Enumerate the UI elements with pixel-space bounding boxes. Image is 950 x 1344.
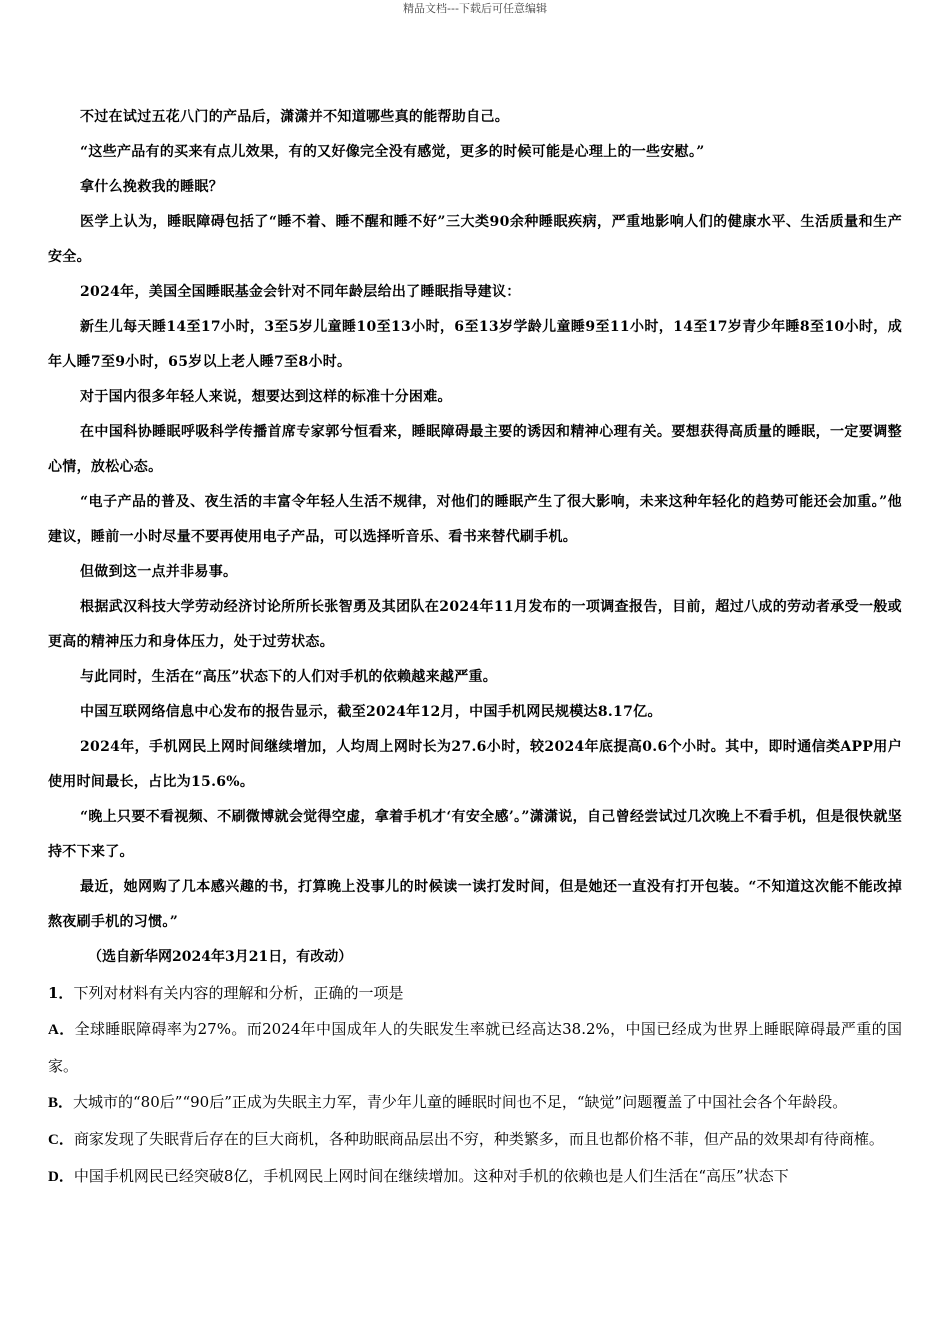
article-paragraph: 拿什么挽救我的睡眠？ <box>80 179 223 195</box>
article-paragraph: 但做到这一点并非易事。 <box>80 564 238 580</box>
question-stem <box>48 975 902 1011</box>
article-source: （选自新华网2024年3月21日，有改动） <box>88 949 353 965</box>
option-letter: A． <box>48 1022 75 1038</box>
option-d[interactable] <box>48 1158 902 1195</box>
option-b[interactable] <box>48 1084 902 1121</box>
question-text: 下列对材料有关内容的理解和分析，正确的一项是 <box>73 984 404 1002</box>
article-paragraph: 在中国科协睡眠呼吸科学传播首席专家郭兮恒看来，睡眠障碍最主要的诱因和精神心理有关。要想获得高质量的睡眠，一定要调整心情，放松心态。 <box>48 424 902 475</box>
article-paragraph: 对于国内很多年轻人来说，想要达到这样的标准十分困难。 <box>80 389 452 405</box>
option-text: 商家发现了失眠背后存在的巨大商机，各种助眠商品层出不穷，种类繁多，而且也都价格不菲，但产品的效果却有待商榷。 <box>73 1130 884 1148</box>
article <box>48 100 902 975</box>
article-paragraph: “晚上只要不看视频、不刷微博就会觉得空虚，拿着手机才‘有安全感’。”潇潇说，自己曾经尝试过几次晚上不看手机，但是很快就坚持不下来了。 <box>48 809 902 860</box>
document-body <box>48 100 902 1195</box>
option-c[interactable] <box>48 1121 902 1158</box>
article-paragraph: “这些产品有的买来有点儿效果，有的又好像完全没有感觉，更多的时候可能是心理上的一些安慰。” <box>80 144 705 160</box>
option-letter: C． <box>48 1132 74 1148</box>
question-block <box>48 975 902 1195</box>
article-paragraph: 最近，她网购了几本感兴趣的书，打算晚上没事儿的时候读一读打发时间，但是她还一直没有打开包装。“不知道这次能不能改掉熬夜刷手机的习惯。” <box>48 879 902 930</box>
option-text: 大城市的“80后”“90后”正成为失眠主力军，青少年儿童的睡眠时间也不足，“缺觉”问题覆盖了中国社会各个年龄段。 <box>73 1093 848 1111</box>
article-paragraph: 医学上认为，睡眠障碍包括了“睡不着、睡不醒和睡不好”三大类90余种睡眠疾病，严重地影响人们的健康水平、生活质量和生产安全。 <box>48 214 902 265</box>
article-paragraph: 中国互联网络信息中心发布的报告显示，截至2024年12月，中国手机网民规模达8.17亿。 <box>80 704 662 720</box>
option-letter: D． <box>48 1169 74 1185</box>
article-paragraph: 新生儿每天睡14至17小时，3至5岁儿童睡10至13小时，6至13岁学龄儿童睡9至11小时，14至17岁青少年睡8至10小时，成年人睡7至9小时，65岁以上老人睡7至8小时。 <box>48 319 902 370</box>
article-paragraph: 与此同时，生活在“高压”状态下的人们对手机的依赖越来越严重。 <box>80 669 498 685</box>
option-text: 中国手机网民已经突破8亿，手机网民上网时间在继续增加。这种对手机的依赖也是人们生活在“高压”状态下 <box>73 1167 789 1185</box>
article-paragraph: 不过在试过五花八门的产品后，潇潇并不知道哪些真的能帮助自己。 <box>80 109 509 125</box>
article-paragraph: 2024年，手机网民上网时间继续增加，人均周上网时长为27.6小时，较2024年底提高0.6个小时。其中，即时通信类APP用户使用时间最长，占比为15.6%。 <box>48 739 902 790</box>
page-header: 精品文档---下载后可任意编辑 <box>403 2 547 15</box>
option-a[interactable] <box>48 1011 902 1084</box>
article-paragraph: 2024年，美国全国睡眠基金会针对不同年龄层给出了睡眠指导建议： <box>80 284 521 300</box>
article-paragraph: 根据武汉科技大学劳动经济讨论所所长张智勇及其团队在2024年11月发布的一项调查报告，目前，超过八成的劳动者承受一般或更高的精神压力和身体压力，处于过劳状态。 <box>48 599 902 650</box>
option-letter: B． <box>48 1095 74 1111</box>
question-number: 1． <box>48 984 74 1002</box>
option-text: 全球睡眠障碍率为27%。而2024年中国成年人的失眠发生率就已经高达38.2%，中国已经成为世界上睡眠障碍最严重的国家。 <box>48 1020 902 1075</box>
article-paragraph: “电子产品的普及、夜生活的丰富令年轻人生活不规律，对他们的睡眠产生了很大影响，未来这种年轻化的趋势可能还会加重。”他建议，睡前一小时尽量不要再使用电子产品，可以选择听音乐、看书来替代刷手机。 <box>48 494 902 545</box>
